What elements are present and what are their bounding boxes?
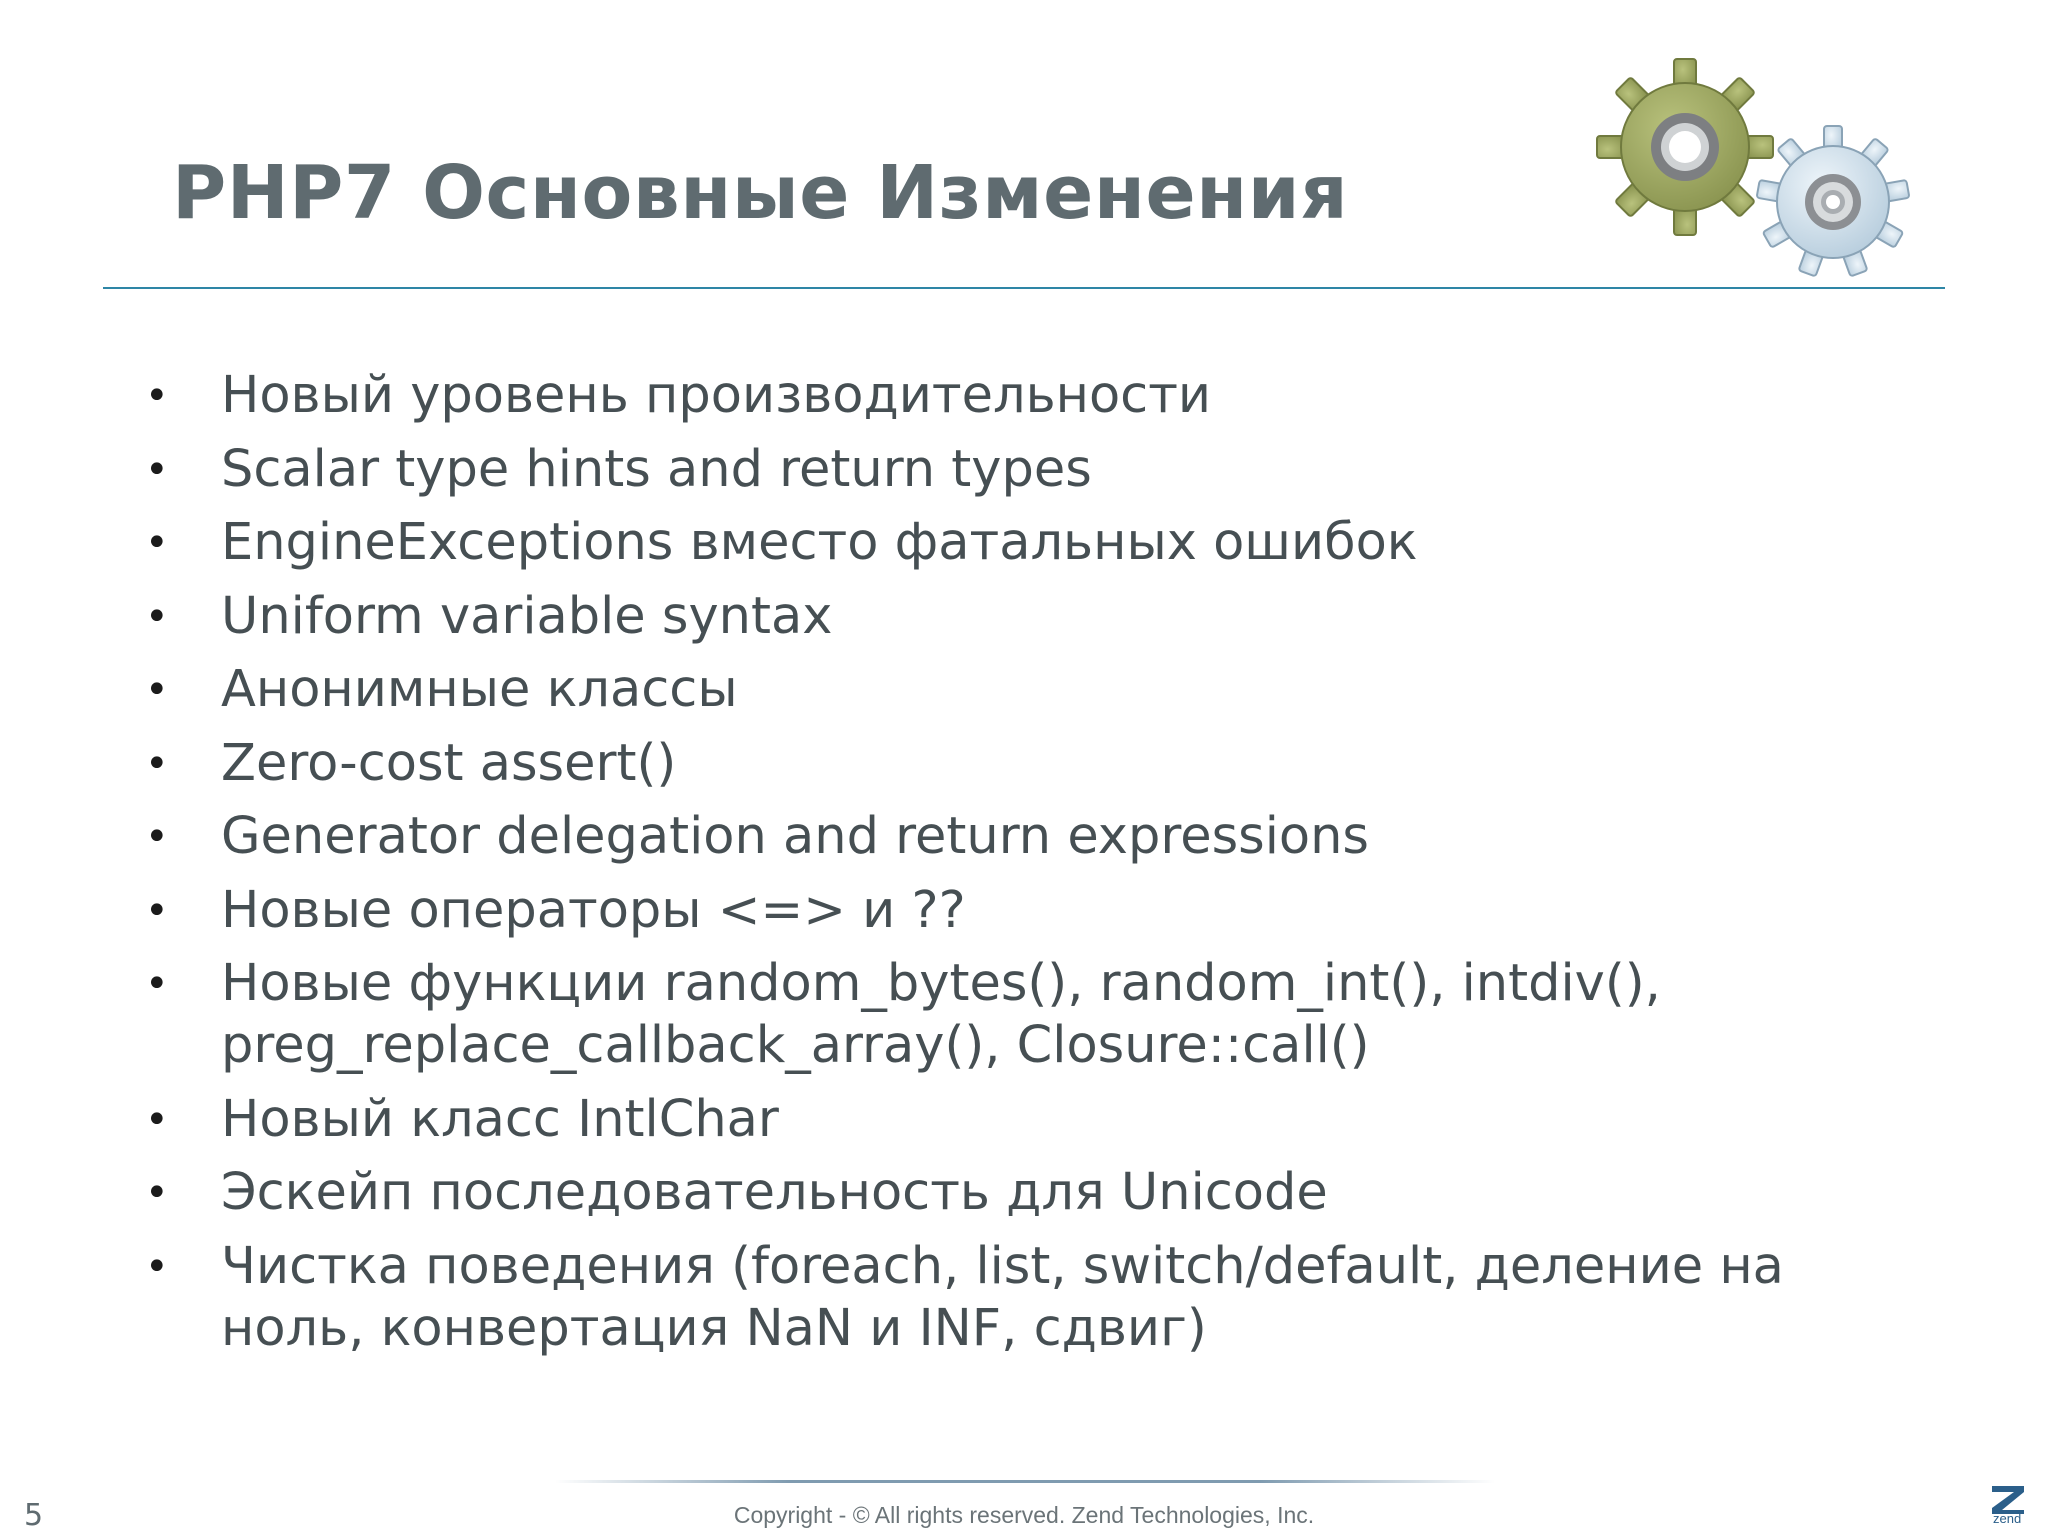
bullet-text-line: Новые операторы <=> и ?? [221, 880, 966, 940]
bullet-item [140, 586, 1960, 648]
bullet-text-line: Scalar type hints and return types [221, 439, 1092, 499]
bullet-dot: • [145, 1096, 169, 1143]
bullet-text-line: Generator delegation and return expressions [221, 807, 1369, 866]
bullet-text-line: Чистка поведения (foreach, list, switch/default, деление на [221, 1236, 1784, 1296]
gears-icon [1585, 52, 1915, 282]
bullet-item [140, 953, 1960, 1077]
title-divider [103, 287, 1945, 289]
bullet-dot: • [145, 373, 169, 419]
bullet-item [140, 512, 1960, 574]
bullet-dot: • [145, 1243, 169, 1290]
bullet-item [140, 1236, 1960, 1360]
zend-logo-text: zend [1993, 1511, 2022, 1526]
small-gear-icon [1757, 126, 1910, 276]
bullet-text-line: preg_replace_callback_array(), Closure::call() [221, 1016, 1370, 1075]
bullet-dot: • [145, 814, 169, 860]
bullet-text-line: Новый уровень производительности [221, 366, 1212, 425]
bullet-text-line: Эскейп последовательность для Unicode [221, 1163, 1328, 1222]
bullet-dot: • [145, 593, 169, 640]
page-number: 5 [24, 1498, 44, 1533]
bullet-dot: • [145, 667, 169, 713]
bullet-text-line: Новый класс IntlChar [221, 1089, 779, 1149]
copyright-text: Copyright - © All rights reserved. Zend Technologies, Inc. [733, 1502, 1315, 1528]
bullet-dot: • [145, 740, 169, 787]
bullet-text-line: Uniform variable syntax [221, 586, 833, 646]
bullet-dot: • [145, 520, 169, 566]
bullet-dot: • [145, 446, 169, 493]
bullet-item [140, 365, 1960, 427]
large-gear-icon [1597, 59, 1773, 235]
bullet-item [140, 880, 1960, 942]
bullet-item [140, 659, 1960, 721]
bullet-text-line: Zero-cost assert() [221, 733, 677, 793]
bullet-dot: • [145, 887, 169, 934]
bullet-dot: • [145, 1170, 169, 1216]
bullet-text-line: ноль, конвертация NaN и INF, сдвиг) [221, 1298, 1207, 1358]
bullet-dot: • [145, 961, 169, 1007]
footer-divider [555, 1480, 1495, 1483]
bullet-item [140, 439, 1960, 501]
bullet-item [140, 1089, 1960, 1151]
bullet-text-line: Новые функции random_bytes(), random_int(), intdiv(), [221, 954, 1661, 1013]
bullet-item [140, 733, 1960, 795]
bullet-text-line: Анонимные классы [221, 660, 738, 719]
bullet-item [140, 806, 1960, 868]
bullet-text-line: EngineExceptions вместо фатальных ошибок [221, 513, 1418, 572]
slide-title: PHP7 Основные Изменения [172, 150, 1349, 236]
bullet-list [140, 365, 1960, 1371]
bullet-item [140, 1162, 1960, 1224]
